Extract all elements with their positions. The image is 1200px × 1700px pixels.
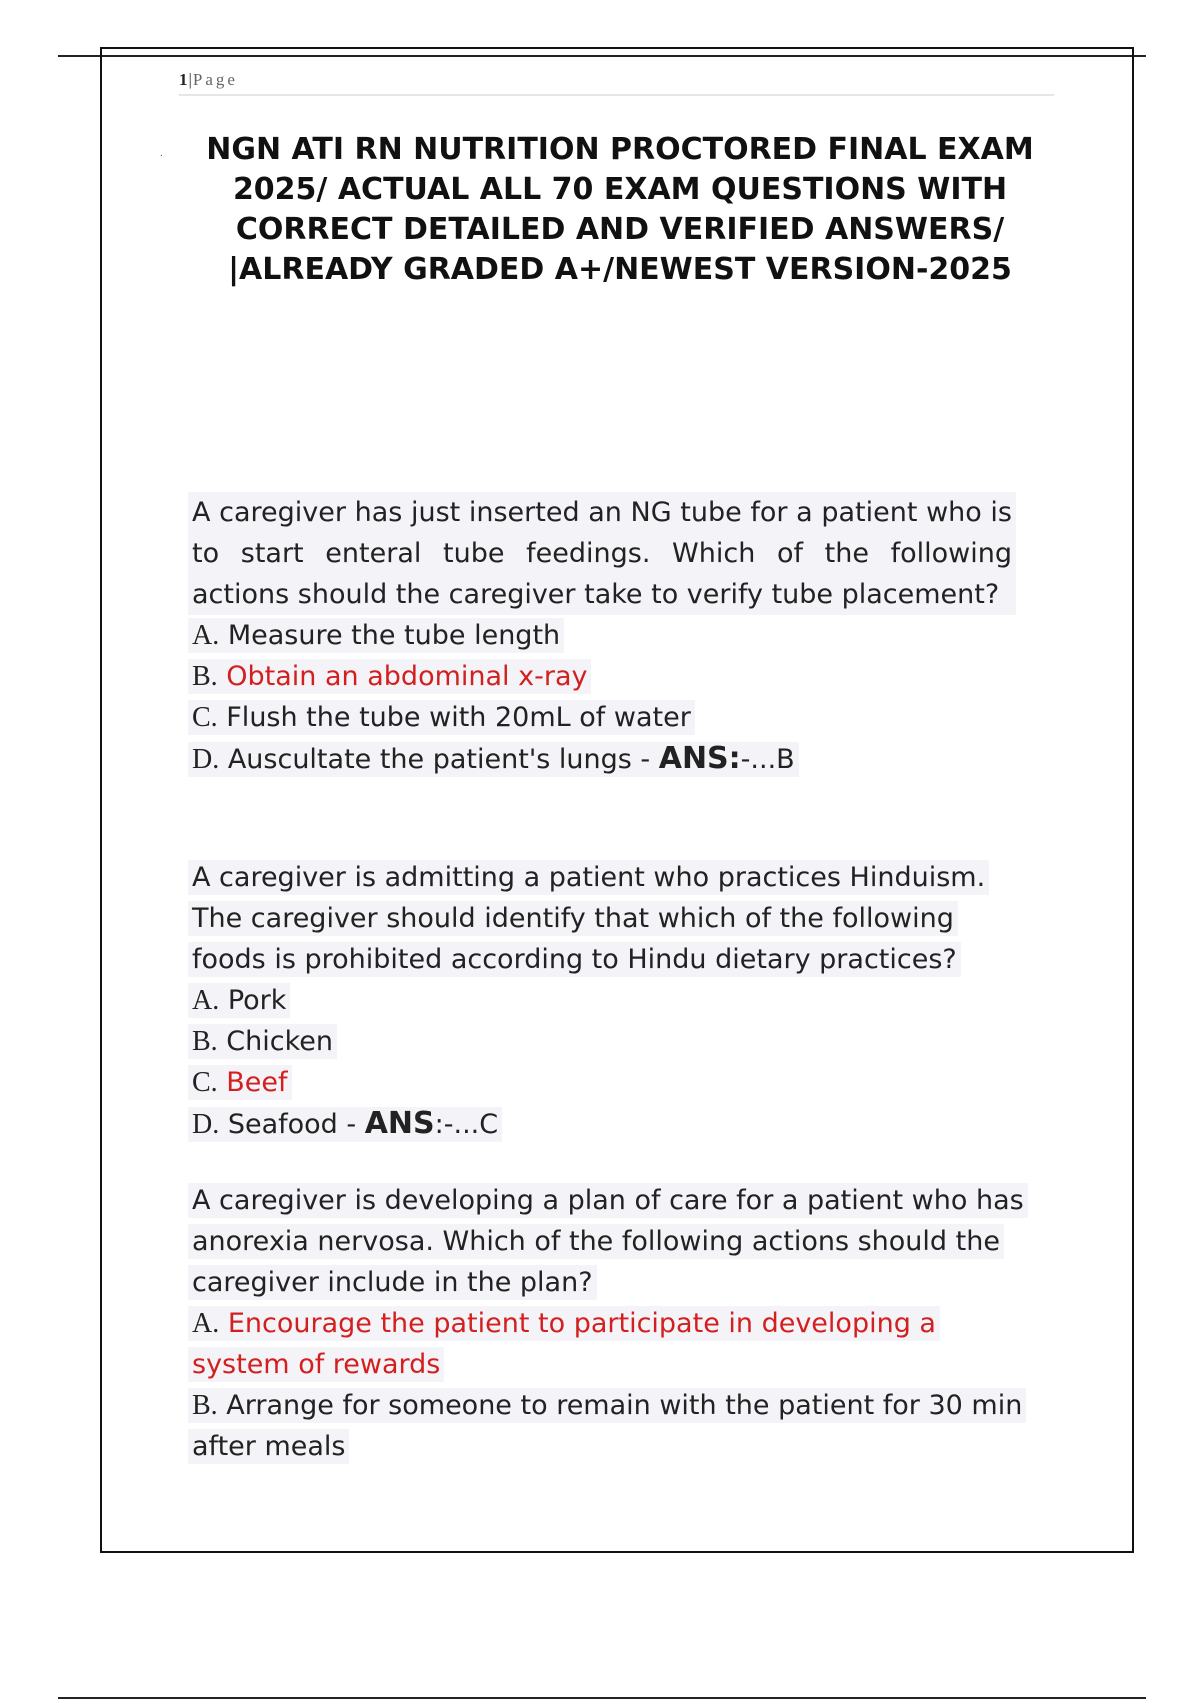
answer-label: ANS: bbox=[658, 741, 741, 776]
option-letter: A. bbox=[192, 1308, 220, 1339]
question-2 bbox=[188, 857, 1048, 1145]
option-b bbox=[188, 1021, 1048, 1062]
question-1 bbox=[188, 492, 1048, 780]
option-letter: B. bbox=[192, 1390, 218, 1421]
answer-value: :-...C bbox=[434, 1109, 499, 1140]
option-text: Chicken bbox=[226, 1026, 333, 1057]
option-b bbox=[188, 1385, 1048, 1467]
option-a bbox=[188, 980, 1048, 1021]
page-header bbox=[179, 70, 238, 90]
bottom-rule bbox=[58, 1697, 1146, 1699]
option-letter: C. bbox=[192, 702, 218, 733]
bullet-dot: . bbox=[160, 148, 163, 159]
correct-option-text: Beef bbox=[226, 1067, 288, 1098]
option-c bbox=[188, 1062, 1048, 1103]
answer-value: -...B bbox=[740, 744, 795, 775]
correct-option-text: Encourage the patient to participate in developing a system of rewards bbox=[192, 1308, 936, 1380]
option-letter: D. bbox=[192, 1109, 220, 1140]
document-title: NGN ATI RN NUTRITION PROCTORED FINAL EXAM 2025/ ACTUAL ALL 70 EXAM QUESTIONS WITH CORRECT DETAILED AND VERIFIED ANSWERS/ |ALREADY GRADED A+/NEWEST VERSION-2025 bbox=[206, 132, 1034, 287]
question-stem-wrap bbox=[188, 857, 1028, 980]
page-number: 1 bbox=[179, 70, 189, 89]
question-stem: A caregiver is developing a plan of care for a patient who has anorexia nervosa. Which of the following actions should the caregiver include in the plan? bbox=[188, 1183, 1028, 1300]
option-text: Measure the tube length bbox=[227, 620, 561, 651]
answer-label: ANS bbox=[364, 1106, 435, 1141]
header-rule bbox=[179, 94, 1054, 96]
question-stem-wrap bbox=[188, 1180, 1048, 1303]
option-text: Arrange for someone to remain with the patient for 30 min after meals bbox=[192, 1390, 1023, 1462]
option-c bbox=[188, 697, 1048, 738]
option-a bbox=[188, 615, 1048, 656]
option-text: Seafood - bbox=[227, 1109, 365, 1140]
option-letter: B. bbox=[192, 661, 218, 692]
option-d bbox=[188, 738, 1048, 780]
option-b bbox=[188, 656, 1048, 697]
question-stem: A caregiver is admitting a patient who practices Hinduism. The caregiver should identify that which of the following foods is prohibited according to Hindu dietary practices? bbox=[188, 860, 989, 977]
option-text: Flush the tube with 20mL of water bbox=[226, 702, 691, 733]
option-a bbox=[188, 1303, 978, 1385]
option-letter: B. bbox=[192, 1026, 218, 1057]
option-d bbox=[188, 1103, 1048, 1145]
option-letter: A. bbox=[192, 620, 220, 651]
option-letter: D. bbox=[192, 744, 220, 775]
question-stem: A caregiver has just inserted an NG tube for a patient who is to start enteral tube feedings. Which of the following actions should the caregiver take to verify tube placement? bbox=[188, 492, 1016, 615]
page-label: Page bbox=[192, 70, 238, 89]
option-letter: C. bbox=[192, 1067, 218, 1098]
page-separator: | bbox=[188, 70, 193, 89]
correct-option-text: Obtain an abdominal x-ray bbox=[226, 661, 588, 692]
option-text: Auscultate the patient's lungs - bbox=[227, 744, 659, 775]
option-text: Pork bbox=[227, 985, 287, 1016]
question-3 bbox=[188, 1180, 1048, 1467]
option-letter: A. bbox=[192, 985, 220, 1016]
